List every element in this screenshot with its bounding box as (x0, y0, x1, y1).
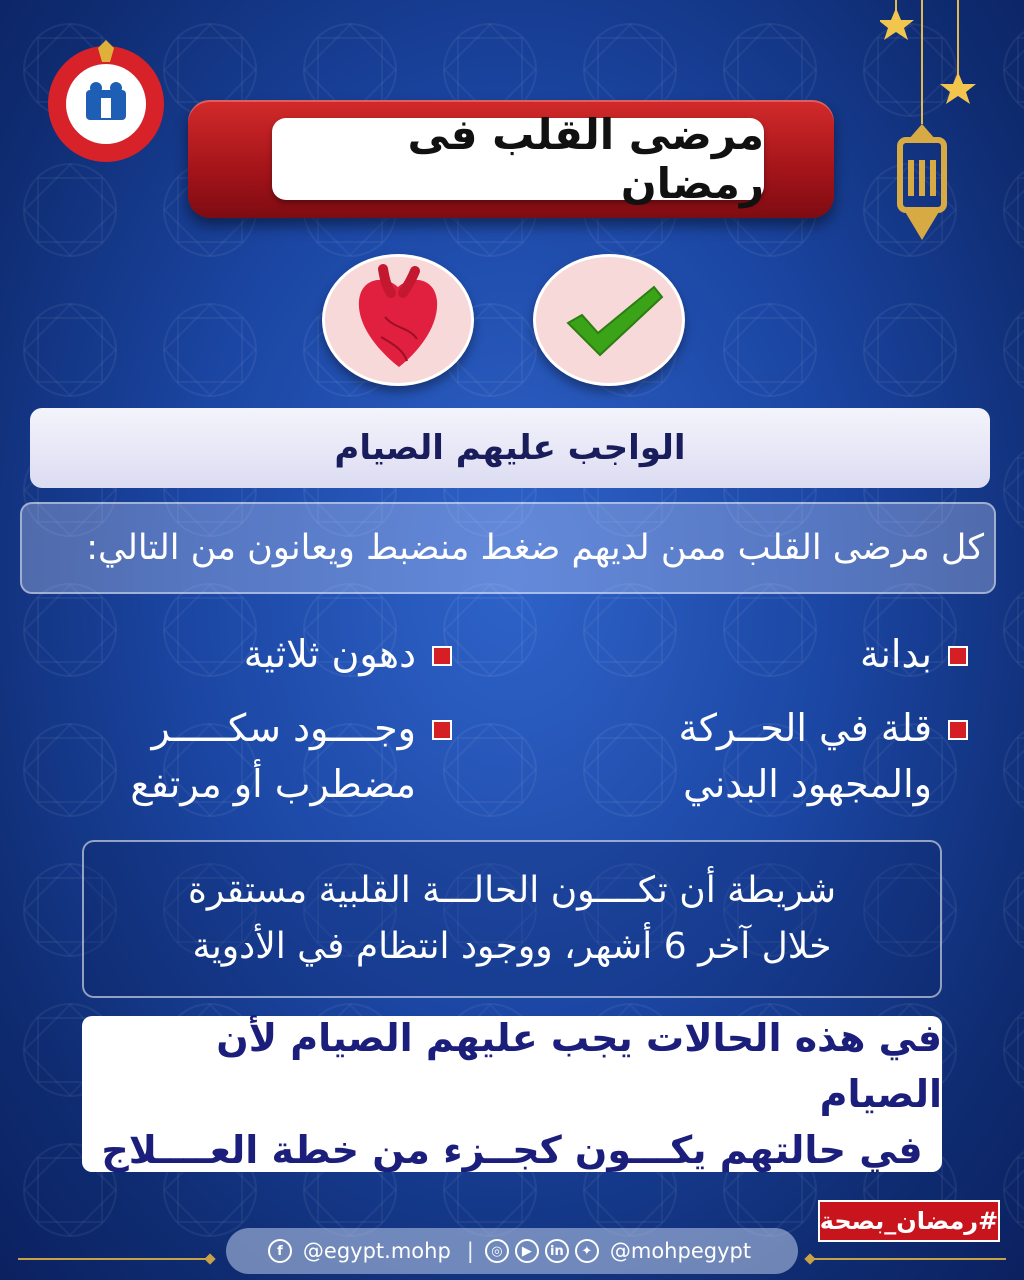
bullet-square-icon (948, 720, 968, 740)
list-item-text: وجــــود سكـــــر مضطرب أو مرتفع (130, 706, 416, 806)
intro-bar (20, 502, 996, 594)
title-box (272, 110, 764, 208)
youtube-icon[interactable]: ▶ (515, 1239, 539, 1263)
footer-separator: | (466, 1239, 474, 1263)
instagram-icon[interactable]: ◎ (485, 1239, 509, 1263)
check-circle (533, 254, 685, 386)
footer-divider-left (18, 1258, 214, 1260)
list-item-text: قلة في الحــركة والمجهود البدني (678, 706, 932, 806)
conclusion-line-1: في هذه الحالات يجب عليهم الصيام لأن الصيام (216, 1016, 942, 1116)
list-item-text: بدانة (859, 632, 932, 676)
list-item (52, 700, 452, 812)
facebook-handle[interactable]: @egypt.mohp (302, 1239, 451, 1263)
checkmark-icon (536, 257, 682, 383)
heart-circle (322, 254, 474, 386)
facebook-icon[interactable]: f (268, 1239, 292, 1263)
conclusion-box (82, 1016, 942, 1172)
heading-text: الواجب عليهم الصيام (334, 428, 686, 468)
heading-bar (30, 408, 990, 488)
ministry-logo (44, 40, 168, 164)
social-handle[interactable]: @mohpegypt (609, 1239, 752, 1263)
star-icon-2 (940, 72, 976, 104)
lantern-decoration (880, 0, 1000, 260)
hashtag-badge (818, 1200, 1000, 1242)
star-icon-1 (880, 8, 914, 40)
conclusion-line-2: في حالتهم يكـــون كجــزء من خطة العــــلاج (101, 1128, 923, 1172)
list-item (52, 626, 452, 682)
condition-box (82, 840, 942, 998)
list-item (548, 626, 968, 682)
list-item (548, 700, 968, 812)
condition-line-1: شريطة أن تكــــون الحالـــة القلبية مستقرة (187, 870, 837, 911)
linkedin-icon[interactable]: in (545, 1239, 569, 1263)
hashtag-text: #رمضان_بصحة (819, 1207, 999, 1235)
condition-line-2: خلال آخر 6 أشهر، ووجود انتظام في الأدوية (192, 926, 832, 967)
page-title: مرضى القلب فى رمضان (407, 110, 764, 208)
bullet-square-icon (432, 646, 452, 666)
list-item-text: دهون ثلاثية (243, 632, 416, 676)
bullet-square-icon (432, 720, 452, 740)
heart-icon (325, 257, 471, 383)
footer-divider-right (810, 1258, 1006, 1260)
bullet-square-icon (948, 646, 968, 666)
intro-text: كل مرضى القلب ممن لديهم ضغط منضبط ويعانون من التالي: (86, 528, 984, 568)
social-footer (226, 1228, 798, 1274)
twitter-icon[interactable]: ✦ (575, 1239, 599, 1263)
